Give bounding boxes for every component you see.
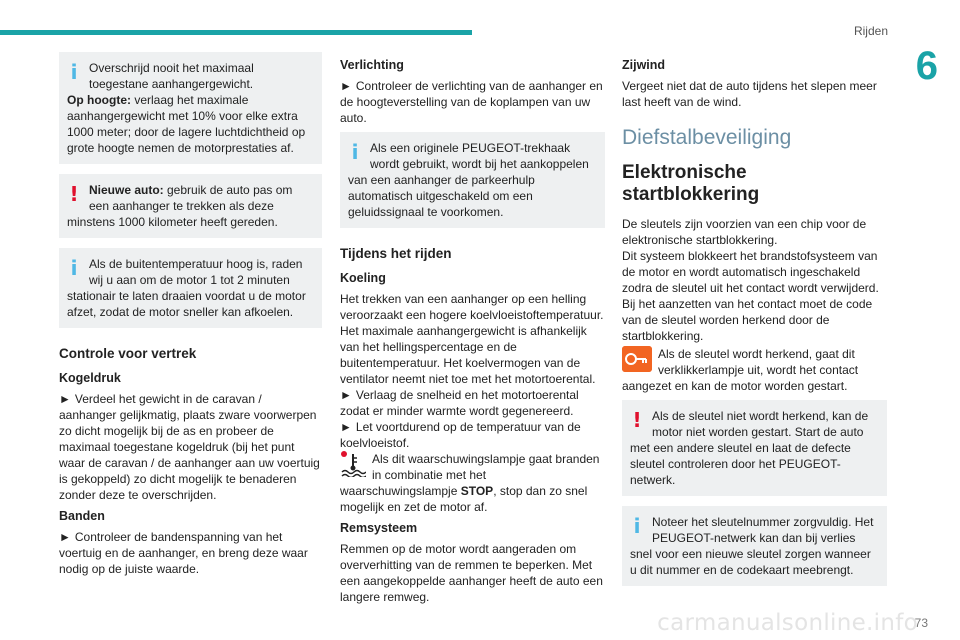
watermark: carmanualsonline.info bbox=[657, 610, 918, 636]
warning-exclamation-icon: ! bbox=[69, 182, 79, 206]
info-icon: i bbox=[633, 514, 641, 538]
info-note-trekhaak bbox=[340, 132, 605, 228]
note-text: Noteer het sleutelnummer zorgvuldig. Het PEUGEOT-netwerk kan dan bij verlies snel voor een nieuwe sleutel zorgen wanneer u dit nummer en de codekaart meebrengt. bbox=[630, 515, 874, 577]
coolant-temperature-lamp-icon bbox=[340, 451, 366, 477]
immobiliser-key-lamp-icon bbox=[622, 346, 652, 372]
paragraph-remsysteem: Remmen op de motor wordt aangeraden om oververhitting van de remmen te beperken. Met een aangekoppelde aanhanger heeft de auto een langere remweg. bbox=[340, 542, 603, 604]
heading-controle: Controle voor vertrek bbox=[59, 346, 197, 361]
column-3 bbox=[622, 52, 887, 596]
paragraph-banden: Controleer de bandenspanning van het voertuig en de aanhanger, en breng deze waar nodig op de juiste waarde. bbox=[59, 530, 308, 576]
paragraph-kogeldruk: Verdeel het gewicht in de caravan / aanhanger gelijkmatig, plaats zware voorwerpen zo dicht mogelijk bij de as en probeer de maximaal toegestane kogeldruk (bij het punt waar de caravan / de aanhanger aan uw voertuig is gekoppeld) zo dicht mogelijk te benaderen zonder deze te overschrijden. bbox=[59, 392, 320, 502]
heading-remsysteem: Remsysteem bbox=[340, 521, 418, 535]
note-text: Overschrijd nooit het maximaal toegestane aanhangergewicht. bbox=[89, 61, 254, 91]
bullet-arrow-icon: ► bbox=[340, 420, 352, 434]
note-text: verlaag het maximale aanhangergewicht met 10% voor elke extra 1000 meter; door de lagere luchtdichtheid op grote hoogte nemen de motorprestaties af. bbox=[67, 93, 306, 155]
column-1 bbox=[59, 52, 322, 583]
warning-exclamation-icon: ! bbox=[632, 408, 642, 432]
paragraph-bullet: Let voortdurend op de temperatuur van de koelvloeistof. bbox=[340, 420, 581, 450]
note-text: Als de buitentemperatuur hoog is, raden wij u aan om de motor 1 tot 2 minuten stationair te laten draaien voordat u de motor afzet, zodat de motor sneller kan afkoelen. bbox=[67, 257, 306, 319]
chapter-number: 6 bbox=[915, 44, 938, 88]
column-2 bbox=[340, 52, 605, 611]
paragraph-startblokkering: De sleutels zijn voorzien van een chip voor de elektronische startblokkering. bbox=[622, 217, 867, 247]
heading-startblokkering: Elektronische startblokkering bbox=[622, 162, 760, 205]
info-icon: i bbox=[70, 60, 78, 84]
lamp-text: Als de sleutel wordt herkend, gaat dit verklikkerlampje uit, wordt het contact aangezet en kan de motor worden gestart. bbox=[622, 347, 859, 393]
bullet-arrow-icon: ► bbox=[59, 530, 71, 544]
bullet-arrow-icon: ► bbox=[59, 392, 71, 406]
paragraph-koeling: Het trekken van een aanhanger op een helling veroorzaakt een hogere koelvloeistoftemperatuur. Het maximale aanhangergewicht is afhankelijk van het hellingspercentage en de buitentemperatuur. Het koelvermogen van de ventilator neemt niet toe met het motortoerental. bbox=[340, 292, 604, 386]
heading-kogeldruk: Kogeldruk bbox=[59, 371, 121, 385]
note-text: gebruik de auto pas om een aanhanger te trekken als deze minstens 1000 kilometer heeft gereden. bbox=[67, 183, 293, 229]
info-note-keynumber bbox=[622, 506, 887, 586]
bullet-arrow-icon: ► bbox=[340, 79, 352, 93]
info-note-temperature bbox=[59, 248, 322, 328]
warning-note-new-car bbox=[59, 174, 322, 238]
paragraph-startblokkering: Bij het aanzetten van het contact moet de code van de sleutel worden herkend door de startblokkering. bbox=[622, 297, 873, 343]
bullet-arrow-icon: ► bbox=[340, 388, 352, 402]
info-icon: i bbox=[351, 140, 359, 164]
note-bold-label: Nieuwe auto: bbox=[89, 183, 164, 197]
info-note-weight bbox=[59, 52, 322, 164]
paragraph-zijwind: Vergeet niet dat de auto tijdens het slepen meer last heeft van de wind. bbox=[622, 79, 877, 109]
heading-verlichting: Verlichting bbox=[340, 58, 404, 72]
warning-note-key bbox=[622, 400, 887, 496]
note-bold-label: Op hoogte: bbox=[67, 93, 131, 107]
lamp-text: , stop dan zo snel mogelijk en zet de motor af. bbox=[340, 484, 588, 514]
heading-banden: Banden bbox=[59, 509, 105, 523]
heading-zijwind: Zijwind bbox=[622, 58, 666, 72]
note-text: Als de sleutel niet wordt herkend, kan de motor niet worden gestart. Start de auto met een andere sleutel en laat de defecte sleutel controleren door het PEUGEOT-netwerk. bbox=[630, 409, 869, 487]
lamp-text: Als dit waarschuwingslampje gaat branden in combinatie met het waarschuwingslampje bbox=[340, 452, 600, 498]
header-accent-bar bbox=[0, 30, 472, 35]
paragraph-verlichting: Controleer de verlichting van de aanhanger en de hoogteverstelling van de koplampen van uw auto. bbox=[340, 79, 603, 125]
info-icon: i bbox=[70, 256, 78, 280]
heading-diefstalbeveiliging: Diefstalbeveiliging bbox=[622, 126, 792, 149]
heading-tijdens-rijden: Tijdens het rijden bbox=[340, 246, 452, 261]
section-title: Rijden bbox=[853, 24, 888, 38]
note-text: Als een originele PEUGEOT-trekhaak wordt gebruikt, wordt bij het aankoppelen van een aanhanger de parkeerhulp automatisch uitgeschakeld om een geluidssignaal te voorkomen. bbox=[348, 141, 589, 219]
paragraph-startblokkering: Dit systeem blokkeert het brandstofsysteem van de motor en wordt automatisch ingeschakeld zodra de sleutel uit het contact wordt verwijderd. bbox=[622, 249, 879, 295]
heading-koeling: Koeling bbox=[340, 271, 386, 285]
paragraph-bullet: Verlaag de snelheid en het motortoerental zodat er minder warmte wordt gegenereerd. bbox=[340, 388, 579, 418]
page-number: 73 bbox=[914, 616, 928, 630]
stop-label: STOP bbox=[460, 484, 494, 498]
